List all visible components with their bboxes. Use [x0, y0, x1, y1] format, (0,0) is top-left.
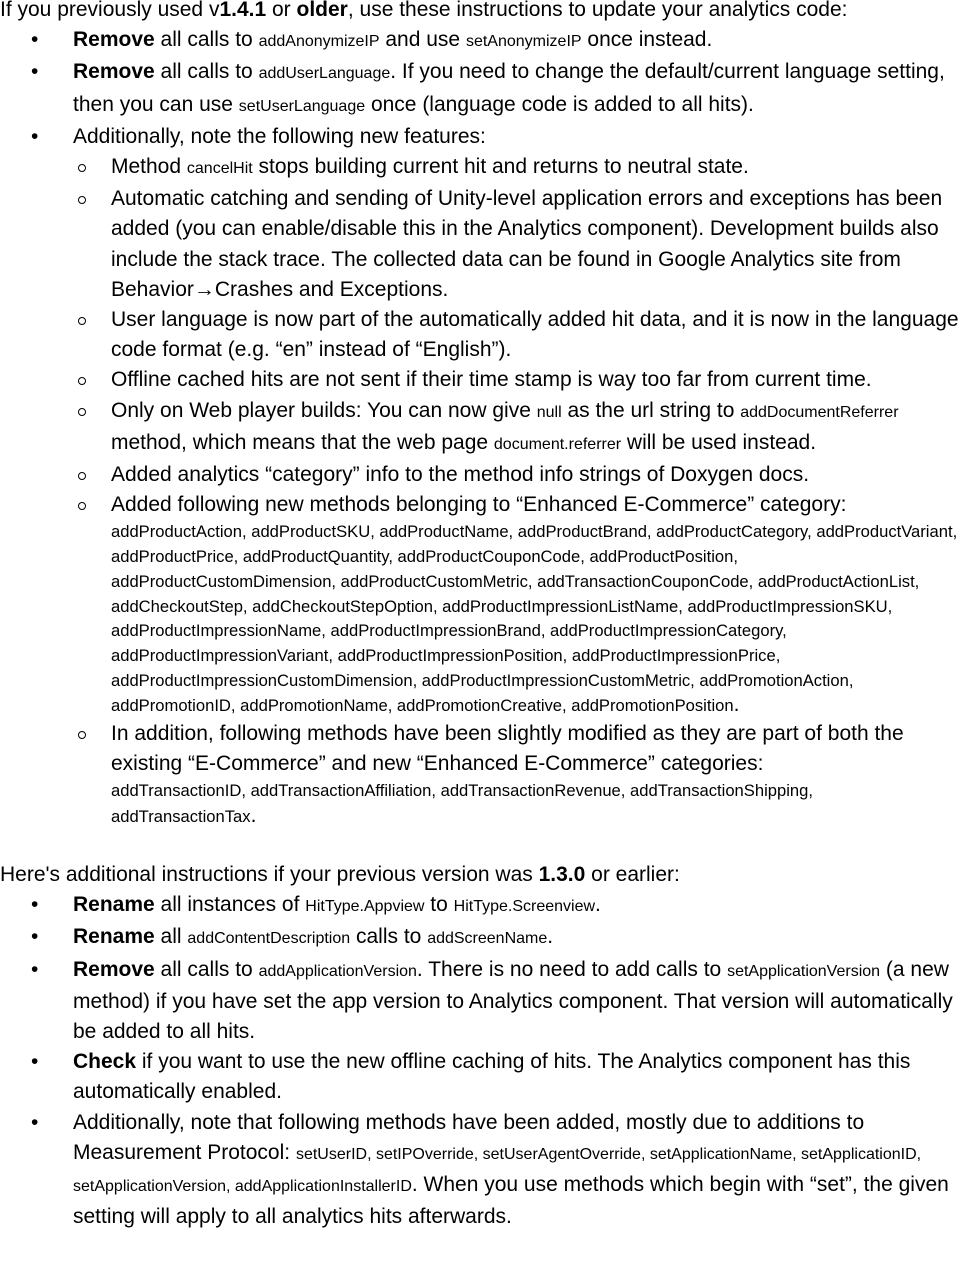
circle-bullet-icon	[78, 408, 86, 416]
list-item: • Additionally, note that following methods have been added, mostly due to additions to Measurement Protocol: setUserID, setIPOverride, setUserAgentOverride, setApplicationName, setApplicationID, setApplicationVersion, addApplicationInstallerID. When you use methods which begin with “set”, the given setting will apply to all analytics hits afterwards.	[0, 1108, 960, 1232]
instructions-list-v141	[0, 25, 960, 830]
bullet-icon: •	[31, 124, 39, 148]
circle-bullet-icon	[78, 472, 86, 480]
list-item: • Rename all addContentDescription calls to addScreenName.	[0, 922, 960, 954]
circle-bullet-icon	[78, 196, 86, 204]
section2-paragraph: Here's additional instructions if your previous version was 1.3.0 or earlier:	[0, 862, 680, 886]
feature-item: Automatic catching and sending of Unity-level application errors and exceptions has been added (you can enable/disable this in the Analytics component). Development builds also include the stack trace. The collected data can be found in Google Analytics site from Behavior→Crashes and Exceptions.	[0, 184, 960, 305]
bullet-icon: •	[31, 957, 39, 981]
feature-item: Method cancelHit stops building current hit and returns to neutral state.	[0, 152, 960, 184]
blank-line	[0, 830, 960, 860]
method-list: addTransactionID, addTransactionAffiliation, addTransactionRevenue, addTransactionShipping, addTransactionTax.	[111, 781, 813, 828]
circle-bullet-icon	[78, 731, 86, 739]
bullet-icon: •	[31, 1050, 39, 1074]
instructions-list-v130	[0, 890, 960, 1232]
bullet-icon: •	[31, 60, 39, 84]
feature-item: Added following new methods belonging to “Enhanced E-Commerce” category: addProductAction, addProductSKU, addProductName, addProductBrand, addProductCategory, addProductVariant, addProductPrice, addProductQuantity, addProductCouponCode, addProductPosition, addProductCustomDimension, addProductCustomMetric, addTransactionCouponCode, addProductActionList, addCheckoutStep, addCheckoutStepOption, addProductImpressionListName, addProductImpressionSKU, addProductImpressionName, addProductImpressionBrand, addProductImpressionCategory, addProductImpressionVariant, addProductImpressionPosition, addProductImpressionPrice, addProductImpressionCustomDimension, addProductImpressionCustomMetric, addPromotionAction, addPromotionID, addPromotionName, addPromotionCreative, addPromotionPosition.	[0, 490, 960, 719]
circle-bullet-icon	[78, 502, 86, 510]
circle-bullet-icon	[78, 377, 86, 385]
circle-bullet-icon	[78, 317, 86, 325]
list-item: • Remove all calls to addAnonymizeIP and use setAnonymizeIP once instead.	[0, 25, 960, 57]
features-list	[0, 152, 960, 830]
list-item: • Check if you want to use the new offline caching of hits. The Analytics component has this automatically enabled.	[0, 1047, 960, 1107]
bullet-icon: •	[31, 925, 39, 949]
intro-paragraph: If you previously used v1.4.1 or older, use these instructions to update your analytics code:	[0, 0, 848, 21]
bullet-icon: •	[31, 1110, 39, 1134]
list-item: • Additionally, note the following new features: Method cancelHit stops building current hit and returns to neutral state. Automatic catching and sending of Unity-level application errors and exceptions has been added (you can enable/disable this in the Analytics component). Development builds also include the stack trace. The collected data can be found in Google Analytics site from Behavior→Crashes and Exceptions. User language is now part of the automatically added hit data, and it is now in the language code format (e.g. “en” instead of “English”). Offline cached hits are not sent if their time stamp is way too far from current time. Only on Web player builds: You can now give null as the url string to addDocumentReferrer method, which means that the web page document.referrer will be used instead. Added analytics “category” info to the method info strings of Doxygen docs. Added following new methods belonging to “Enhanced E-Commerce” category: addProductAction, addProductSKU, addProductName, addProductBrand, addProductCategory, addProductVariant, addProductPrice, addProductQuantity, addProductCouponCode, addProductPosition, addProductCustomDimension, addProductCustomMetric, addTransactionCouponCode, addProductActionList, addCheckoutStep, addCheckoutStepOption, addProductImpressionListName, addProductImpressionSKU, addProductImpressionName, addProductImpressionBrand, addProductImpressionCategory, addProductImpressionVariant, addProductImpressionPosition, addProductImpressionPrice, addProductImpressionCustomDimension, addProductImpressionCustomMetric, addPromotionAction, addPromotionID, addPromotionName, addPromotionCreative, addPromotionPosition. In addition, following methods have been slightly modified as they are part of both the existing “E-Commerce” and new “Enhanced E-Commerce” categories: addTransactionID, addTransactionAffiliation, addTransactionRevenue, addTransactionShipping, addTransactionTax.	[0, 122, 960, 830]
feature-item: In addition, following methods have been slightly modified as they are part of both the existing “E-Commerce” and new “Enhanced E-Commerce” categories: addTransactionID, addTransactionAffiliation, addTransactionRevenue, addTransactionShipping, addTransactionTax.	[0, 719, 960, 830]
list-item: • Remove all calls to addApplicationVersion. There is no need to add calls to setApplicationVersion (a new method) if you have set the app version to Analytics component. That version will automatically be added to all hits.	[0, 955, 960, 1048]
bullet-icon: •	[31, 28, 39, 52]
feature-item: Offline cached hits are not sent if their time stamp is way too far from current time.	[0, 365, 960, 395]
feature-item: Only on Web player builds: You can now give null as the url string to addDocumentReferrer method, which means that the web page document.referrer will be used instead.	[0, 396, 960, 460]
list-item: • Rename all instances of HitType.Appview to HitType.Screenview.	[0, 890, 960, 922]
method-list: addProductAction, addProductSKU, addProductName, addProductBrand, addProductCategory, addProductVariant, addProductPrice, addProductQuantity, addProductCouponCode, addProductPosition, addProductCustomDimension, addProductCustomMetric, addTransactionCouponCode, addProductActionList, addCheckoutStep, addCheckoutStepOption, addProductImpressionListName, addProductImpressionSKU, addProductImpressionName, addProductImpressionBrand, addProductImpressionCategory, addProductImpressionVariant, addProductImpressionPosition, addProductImpressionPrice, addProductImpressionCustomDimension, addProductImpressionCustomMetric, addPromotionAction, addPromotionID, addPromotionName, addPromotionCreative, addPromotionPosition.	[111, 522, 958, 717]
feature-item: User language is now part of the automatically added hit data, and it is now in the language code format (e.g. “en” instead of “English”).	[0, 305, 960, 365]
circle-bullet-icon	[78, 164, 86, 172]
bullet-icon: •	[31, 893, 39, 917]
feature-item: Added analytics “category” info to the method info strings of Doxygen docs.	[0, 460, 960, 490]
list-item: • Remove all calls to addUserLanguage. If you need to change the default/current language setting, then you can use setUserLanguage once (language code is added to all hits).	[0, 57, 960, 121]
